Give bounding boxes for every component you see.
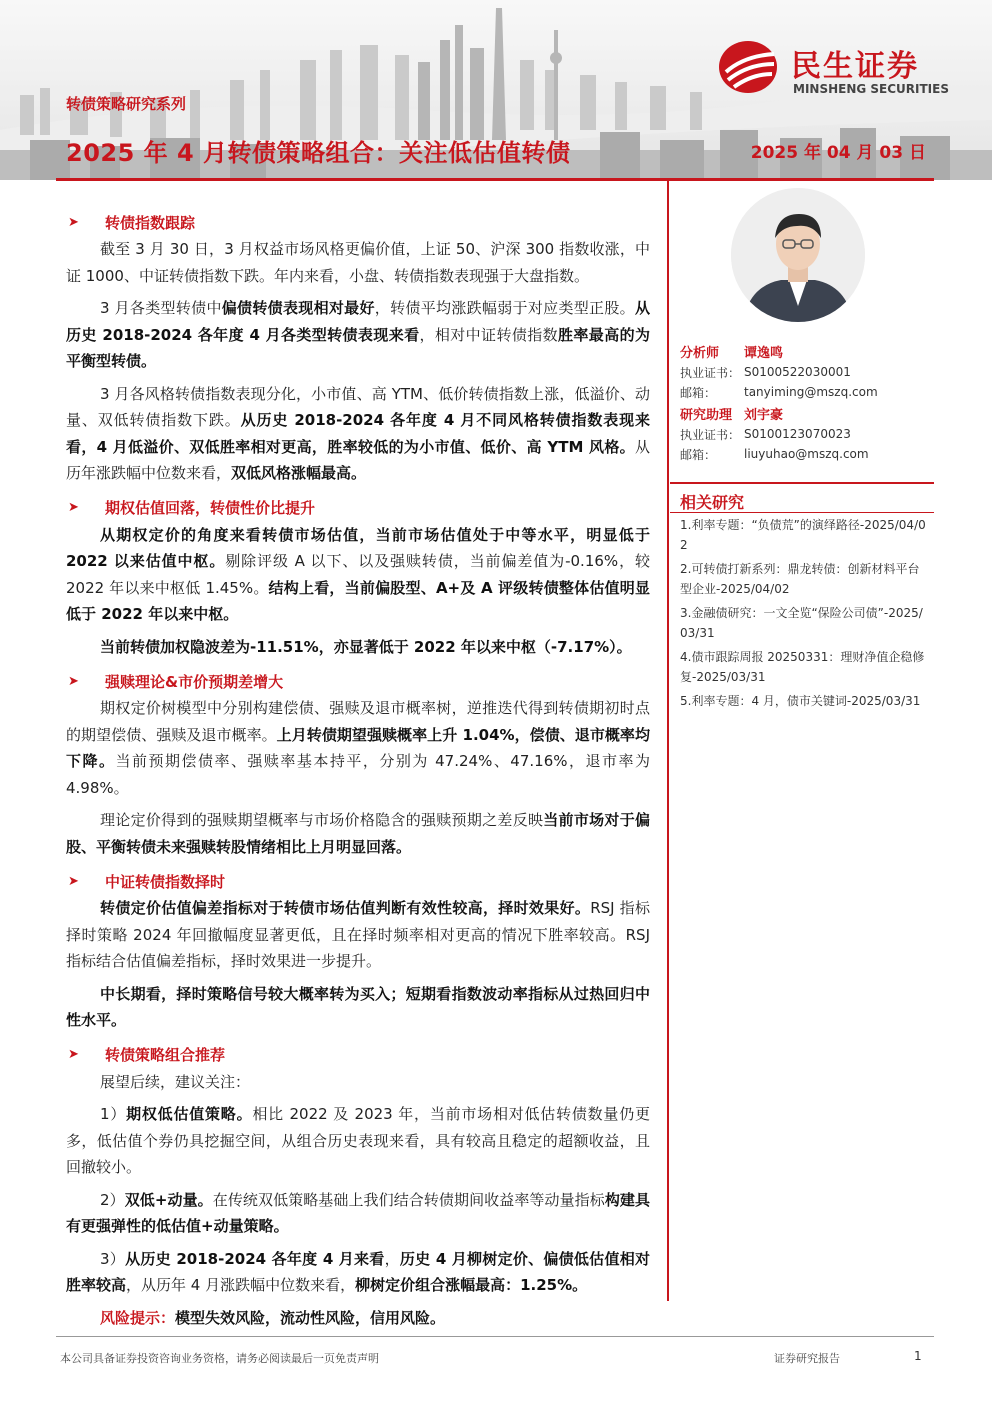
main-content — [66, 200, 650, 1337]
emphasis-text: 偏债转债表现相对最好 — [221, 299, 375, 317]
related-research-item[interactable]: 2.可转债打新系列：鼎龙转债：创新材料平台型企业-2025/04/02 — [680, 562, 920, 596]
related-research-item[interactable]: 3.金融债研究：一文全览“保险公司债”-2025/03/31 — [680, 606, 923, 640]
column-divider — [667, 181, 669, 1301]
section-paragraph — [66, 895, 650, 975]
analyst-2-name: 刘宇豪 — [744, 407, 784, 423]
report-title: 2025 年 4 月转债策略组合：关注低估值转债 — [66, 139, 571, 167]
body-text: 展望后续，建议关注： — [100, 1072, 251, 1091]
arrow-bullet-icon: ➤ — [68, 214, 79, 230]
emphasis-text: 历史 4 月柳树定价、偏债低估值相对胜率较高 — [66, 1249, 650, 1294]
header-banner — [0, 0, 992, 180]
section-heading — [66, 1041, 650, 1069]
emphasis-text: 期权低估值策略。 — [126, 1105, 253, 1123]
arrow-bullet-icon: ➤ — [68, 873, 79, 889]
emphasis-text: 当前转债加权隐波差为-11.51%，亦显著低于 2022 年以来中枢（-7.17%）。 — [100, 637, 632, 656]
analyst-2-role-row — [680, 402, 932, 424]
body-text: 当前预期偿债率、强赎率基本持平，分别为 47.24%、47.16%，退市率为 4.98%。 — [66, 752, 650, 797]
report-date: 2025 年 04 月 03 日 — [750, 143, 926, 163]
body-text: 理论定价得到的强赎期望概率与市场价格隐含的强赎预期之差反映 — [100, 811, 544, 829]
analyst-1-email-label: 邮箱： — [680, 385, 717, 400]
analyst-2-cert-label: 执业证书： — [680, 427, 741, 442]
section-paragraph — [66, 1305, 650, 1332]
analyst-2-cert: S0100123070023 — [744, 427, 851, 441]
section-paragraph — [66, 695, 650, 801]
body-text: 1） — [100, 1105, 127, 1123]
section-paragraph — [66, 522, 650, 628]
body-text: 3） — [100, 1249, 126, 1268]
risk-label: 风险提示： — [100, 1308, 176, 1327]
related-research-item[interactable]: 4.债市跟踪周报 20250331：理财净值企稳修复-2025/03/31 — [680, 650, 925, 684]
analyst-1-cert-row — [680, 362, 932, 382]
emphasis-text: 柳树定价组合涨幅最高：1.25%。 — [355, 1276, 588, 1294]
logo-english-name: MINSHENG SECURITIES — [793, 82, 949, 96]
body-text: 期权定价树模型中分别构建偿债、强赎及退市概率树，逆推迭代得到转债期初时点的期望偿债、强赎及退市概率。 — [66, 699, 650, 744]
related-research-item[interactable]: 5.利率专题：4 月，债市关键词-2025/03/31 — [680, 694, 921, 708]
analyst-portrait-icon — [731, 188, 865, 322]
section-heading — [66, 208, 650, 236]
emphasis-text: 从历史 2018-2024 各年度 4 月不同风格转债指数表现来看，4 月低溢价、双低胜率相对更高，胜率较低的为小市值、低价、高 YTM 风格。 — [66, 411, 650, 456]
section-title: 期权估值回落，转债性价比提升 — [105, 499, 316, 517]
body-text: ，相对中证转债指数 — [419, 325, 559, 344]
analyst-1-email-row — [680, 382, 932, 402]
body-text: 在传统双低策略基础上我们结合转债期间收益率等动量指标 — [212, 1190, 605, 1209]
logo-chinese-name: 民生证券 — [791, 49, 919, 84]
emphasis-text: 双低+动量。 — [124, 1190, 213, 1209]
footer-doc-type: 证券研究报告 — [774, 1352, 840, 1365]
analyst-1-cert-label: 执业证书： — [680, 365, 741, 380]
arrow-bullet-icon: ➤ — [68, 673, 79, 689]
header-divider — [56, 178, 934, 181]
emphasis-text: 上月转债期望强赎概率上升 1.04%，偿债、退市概率均下降。 — [66, 725, 650, 770]
sidebar-divider-related — [670, 512, 934, 513]
sidebar-divider-top — [670, 482, 934, 484]
body-text: RSJ 指标择时策略 2024 年回撤幅度显著更低，且在择时频率相对更高的情况下胜率较高。RSJ 指标结合估值偏差指标，择时效果进一步提升。 — [66, 899, 650, 970]
section-paragraph — [66, 634, 650, 661]
section-paragraph — [66, 807, 650, 860]
analyst-1-role-row — [680, 340, 932, 362]
emphasis-text: 从历史 2018-2024 各年度 4 月各类型转债表现来看 — [66, 299, 650, 344]
body-text: ，转债平均涨跌幅弱于对应类型正股。 — [374, 299, 635, 317]
footer-disclaimer: 本公司具备证券投资咨询业务资格，请务必阅读最后一页免责声明 — [60, 1352, 379, 1365]
analyst-info — [680, 340, 932, 464]
body-text: 3 月各风格转债指数表现分化，小市值、高 YTM、低价转债指数上涨，低溢价、动量、双低转债指数下跌。 — [66, 384, 650, 429]
body-text: 3 月各类型转债中 — [100, 299, 222, 317]
related-research-title: 相关研究 — [680, 493, 745, 512]
section-heading — [66, 494, 650, 522]
analyst-1-cert: S0100522030001 — [744, 365, 851, 379]
body-text: ，从历年 4 月涨跌幅中位数来看， — [126, 1276, 356, 1294]
arrow-bullet-icon: ➤ — [68, 1047, 79, 1062]
analyst-1-name: 谭逸鸣 — [744, 345, 784, 361]
analyst-2-email-row — [680, 444, 932, 464]
body-text: 截至 3 月 30 日，3 月权益市场风格更偏价值，上证 50、沪深 300 指数收涨，中证 1000、中证转债指数下跌。年内来看，小盘、转债指数表现强于大盘指数。 — [66, 240, 650, 285]
section-paragraph — [66, 236, 650, 289]
analyst-photo — [731, 188, 865, 322]
emphasis-text: 模型失效风险，流动性风险，信用风险。 — [175, 1308, 446, 1327]
emphasis-text: 胜率最高的为平衡型转债。 — [66, 325, 650, 370]
section-heading — [66, 867, 650, 895]
body-text: ， — [384, 1249, 400, 1268]
section-paragraph — [66, 1187, 650, 1240]
section-title: 转债策略组合推荐 — [105, 1046, 226, 1064]
related-research-list — [680, 515, 930, 715]
section-paragraph — [66, 1101, 650, 1181]
section-paragraph — [66, 1246, 650, 1299]
section-title: 强赎理论&市价预期差增大 — [105, 672, 284, 691]
brand-logo — [718, 38, 958, 100]
emphasis-text: 当前市场对于偏股、平衡转债未来强赎转股情绪相比上月明显回落。 — [66, 811, 650, 856]
emphasis-text: 转债定价估值偏差指标对于转债市场估值判断有效性较高，择时效果好。 — [100, 899, 591, 917]
emphasis-text: 从历史 2018-2024 各年度 4 月来看 — [125, 1249, 385, 1268]
section-paragraph — [66, 981, 650, 1034]
section-heading — [66, 667, 650, 695]
minsheng-logo-icon — [718, 38, 782, 94]
section-paragraph — [66, 295, 650, 375]
analyst-2-role: 研究助理 — [680, 407, 733, 423]
section-title: 转债指数跟踪 — [105, 213, 196, 232]
analyst-2-email[interactable]: liuyuhao@mszq.com — [744, 447, 869, 461]
emphasis-text: 从期权定价的角度来看转债市场估值，当前市场估值处于中等水平，明显低于 2022 以来估值中枢。 — [66, 525, 650, 570]
section-paragraph — [66, 381, 650, 487]
emphasis-text: 结构上看，当前偏股型、A+及 A 评级转债整体估值明显低于 2022 年以来中枢。 — [66, 578, 650, 623]
footer-divider — [56, 1336, 934, 1337]
body-text: 相比 2022 及 2023 年，当前市场相对低估转债数量仍更多，低估值个券仍具挖掘空间，从组合历史表现来看，具有较高且稳定的超额收益，且回撤较小。 — [66, 1105, 650, 1176]
analyst-2-email-label: 邮箱： — [680, 447, 717, 462]
analyst-1-role: 分析师 — [680, 345, 720, 361]
body-text: 2） — [100, 1190, 125, 1209]
section-title: 中证转债指数择时 — [105, 872, 226, 891]
body-text: 剔除评级 A 以下、以及强赎转债，当前偏差值为-0.16%，较 2022 年以来中枢低 1.45%。 — [66, 552, 650, 597]
related-research-item[interactable]: 1.利率专题：“负债荒”的演绎路径-2025/04/02 — [680, 518, 926, 552]
emphasis-text: 构建具有更强弹性的低估值+动量策略。 — [66, 1190, 650, 1235]
emphasis-text: 双低风格涨幅最高。 — [231, 464, 367, 482]
arrow-bullet-icon: ➤ — [68, 500, 79, 515]
body-text: 从历年涨跌幅中位数来看， — [66, 437, 650, 482]
emphasis-text: 中长期看，择时策略信号较大概率转为买入；短期看指数波动率指标从过热回归中性水平。 — [66, 984, 650, 1029]
page-number: 1 — [914, 1349, 922, 1363]
report-series: 转债策略研究系列 — [66, 95, 187, 113]
analyst-1-email[interactable]: tanyiming@mszq.com — [744, 385, 878, 399]
section-paragraph — [66, 1069, 650, 1096]
analyst-2-cert-row — [680, 424, 932, 444]
